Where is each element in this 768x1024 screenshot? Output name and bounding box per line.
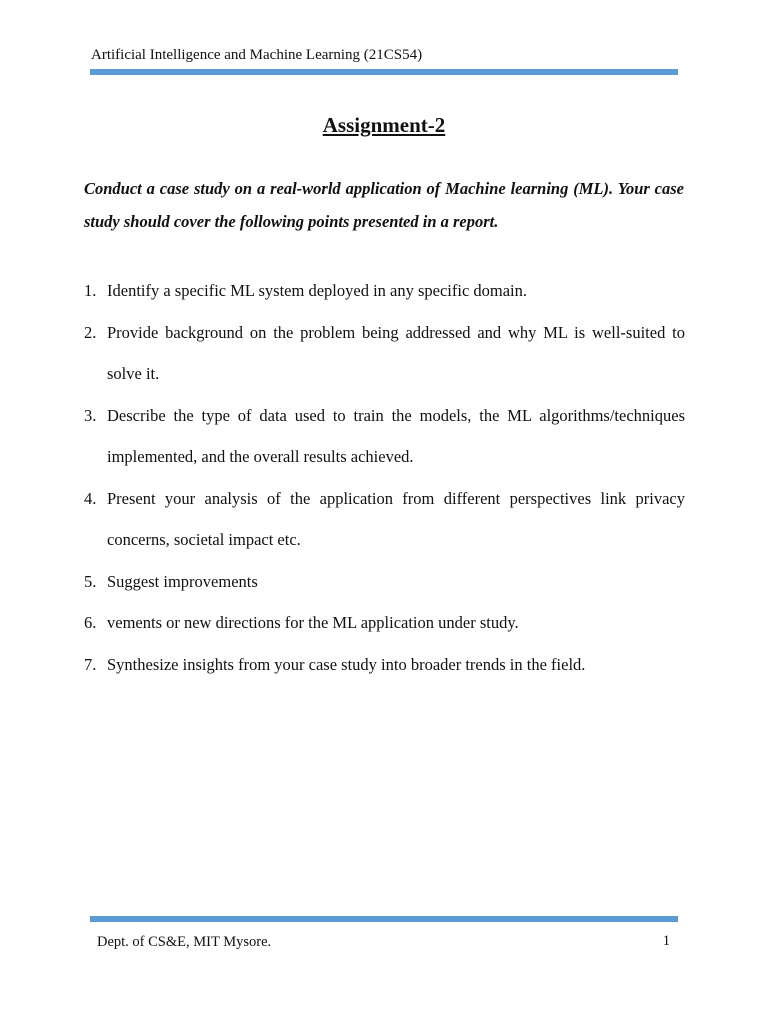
task-item [84,478,685,561]
task-list [84,270,685,685]
task-text: Describe the type of data used to train the models, the ML algorithms/techniques implemented, and the overall results achieved. [107,405,685,466]
task-number: 4. [84,488,97,508]
task-item [84,395,685,478]
task-text: Present your analysis of the application from different perspectives link privacy concerns, societal impact etc. [107,488,685,549]
task-text: Synthesize insights from your case study into broader trends in the field. [107,654,586,674]
page-number: 1 [662,933,670,949]
task-number: 3. [84,405,97,425]
task-item [84,644,685,686]
footer-department: Dept. of CS&E, MIT Mysore. [97,934,272,950]
task-number: 7. [84,654,97,674]
task-item [84,602,685,644]
footer-divider [90,916,678,922]
task-number: 5. [84,571,97,591]
task-text: Provide background on the problem being addressed and why ML is well-suited to solve it. [107,322,685,383]
task-item [84,270,685,312]
assignment-intro: Conduct a case study on a real-world application of Machine learning (ML). Your case study should cover the following points presented in a report. [84,179,684,231]
assignment-title: Assignment-2 [322,113,446,137]
task-number: 6. [84,613,97,632]
task-number: 2. [84,322,97,342]
task-item [84,561,685,603]
task-text: Identify a specific ML system deployed in any specific domain. [107,281,528,300]
task-number: 1. [84,281,97,300]
task-text: vements or new directions for the ML application under study. [107,613,519,632]
page-header-text: Artificial Intelligence and Machine Learning (21CS54) [91,47,423,63]
task-item [84,312,685,395]
task-text: Suggest improvements [107,571,258,591]
header-divider [90,69,678,75]
